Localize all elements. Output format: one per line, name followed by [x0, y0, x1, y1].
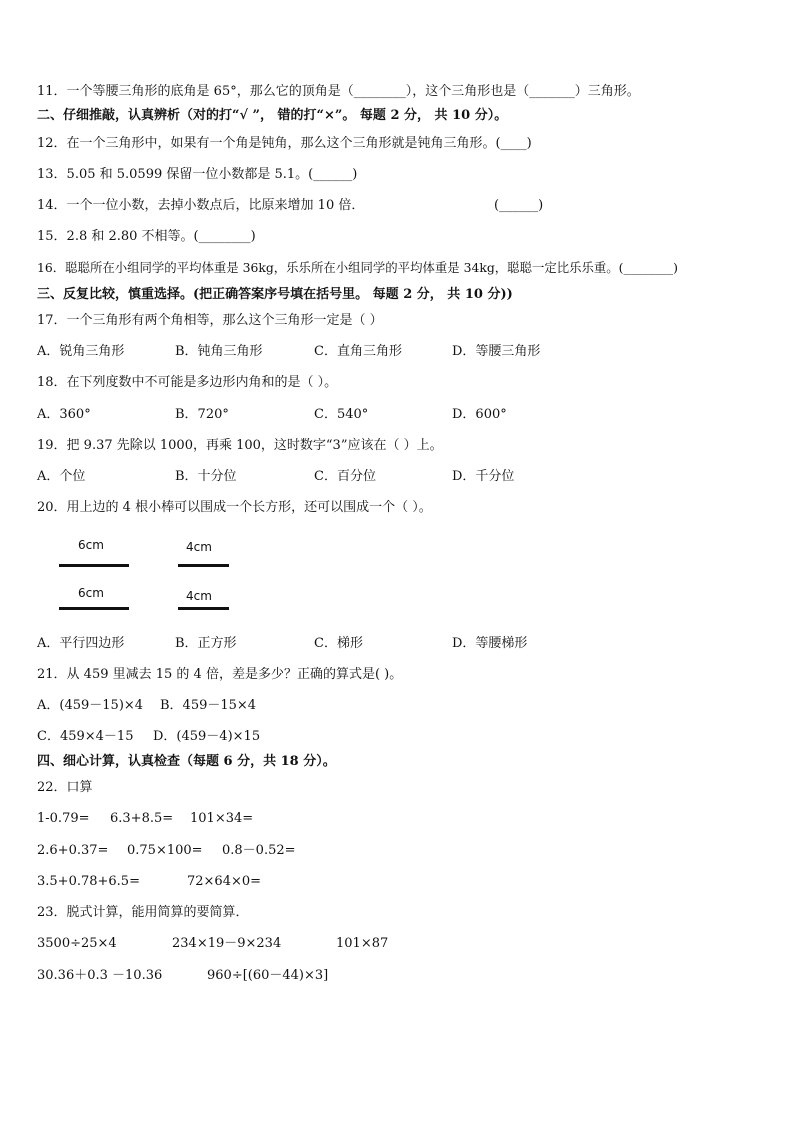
question-19: 19．把 9.37 先除以 1000，再乘 100，这时数字“3”应该在（ ）上。: [37, 438, 443, 453]
q17-option-a: A．锐角三角形: [37, 344, 125, 359]
stick-label-6cm-top: 6cm: [78, 538, 104, 552]
step-calc-1: 3500÷25×4: [37, 936, 117, 951]
stick-label-4cm-top: 4cm: [186, 540, 212, 554]
question-20: 20．用上边的 4 根小棒可以围成一个长方形，还可以围成一个（ ）。: [37, 500, 432, 515]
q18-option-c: C．540°: [314, 407, 369, 422]
question-16: 16．聪聪所在小组同学的平均体重是 36kg，乐乐所在小组同学的平均体重是 34kg，聪聪一定比乐乐重。(________): [37, 260, 678, 275]
section-2-heading: 二、仔细推敲，认真辨析（对的打“√ ”， 错的打“×”。 每题 2 分， 共 10 分）。: [37, 108, 508, 123]
question-23: 23．脱式计算，能用简算的要简算．: [37, 905, 249, 920]
question-18: 18．在下列度数中不可能是多边形内角和的是（ ）。: [37, 375, 338, 390]
stick-4cm-top: [178, 564, 229, 567]
q17-option-b: B．钝角三角形: [175, 344, 263, 359]
oral-calc-2: 6.3+8.5=: [110, 811, 174, 826]
oral-calc-8: 72×64×0=: [187, 874, 262, 889]
section-3-heading: 三、反复比较，慎重选择。(把正确答案序号填在括号里。 每题 2 分， 共 10 分)): [37, 287, 513, 302]
q20-option-d: D．等腰梯形: [452, 636, 528, 651]
stick-label-6cm-bottom: 6cm: [78, 586, 104, 600]
question-13: 13．5.05 和 5.0599 保留一位小数都是 5.1。(______): [37, 167, 358, 182]
step-calc-3: 101×87: [336, 936, 389, 951]
q21-option-c: C．459×4－15: [37, 729, 134, 744]
question-15: 15．2.8 和 2.80 不相等。(________): [37, 229, 256, 244]
question-14: 14．一个一位小数，去掉小数点后，比原来增加 10 倍．: [37, 198, 365, 213]
q19-option-d: D．千分位: [452, 469, 515, 484]
oral-calc-1: 1-0.79=: [37, 811, 90, 826]
question-22: 22．口算: [37, 780, 93, 795]
step-calc-5: 960÷[(60－44)×3]: [207, 968, 329, 983]
q21-option-d: D．(459－4)×15: [153, 729, 261, 744]
section-4-heading: 四、细心计算，认真检查（每题 6 分，共 18 分）。: [37, 754, 336, 769]
stick-6cm-bottom: [59, 607, 129, 610]
q19-option-c: C．百分位: [314, 469, 376, 484]
step-calc-2: 234×19－9×234: [172, 936, 282, 951]
q18-option-d: D．600°: [452, 407, 507, 422]
question-11: 11．一个等腰三角形的底角是 65°，那么它的顶角是（________），这个三角形也是（_______）三角形。: [37, 84, 640, 99]
question-21: 21．从 459 里减去 15 的 4 倍，差是多少？正确的算式是( )。: [37, 667, 403, 682]
oral-calc-4: 2.6+0.37=: [37, 843, 109, 858]
q20-option-c: C．梯形: [314, 636, 363, 651]
stick-label-4cm-bottom: 4cm: [186, 589, 212, 603]
q17-option-d: D．等腰三角形: [452, 344, 541, 359]
oral-calc-3: 101×34=: [190, 811, 254, 826]
q20-option-b: B．正方形: [175, 636, 237, 651]
q21-option-b: B．459－15×4: [160, 698, 257, 713]
question-12: 12．在一个三角形中，如果有一个角是钝角，那么这个三角形就是钝角三角形。(____): [37, 136, 532, 151]
sticks-figure: [0, 530, 794, 620]
oral-calc-7: 3.5+0.78+6.5=: [37, 874, 140, 889]
q18-option-a: A．360°: [37, 407, 91, 422]
q18-option-b: B．720°: [175, 407, 229, 422]
oral-calc-5: 0.75×100=: [127, 843, 203, 858]
q19-option-b: B．十分位: [175, 469, 237, 484]
question-17: 17．一个三角形有两个角相等，那么这个三角形一定是（ ）: [37, 313, 383, 328]
oral-calc-6: 0.8－0.52=: [222, 843, 296, 858]
step-calc-4: 30.36＋0.3 －10.36: [37, 968, 163, 983]
q17-option-c: C．直角三角形: [314, 344, 402, 359]
question-14-blank: (______): [494, 198, 544, 213]
q19-option-a: A．个位: [37, 469, 86, 484]
stick-4cm-bottom: [178, 607, 229, 610]
q20-option-a: A．平行四边形: [37, 636, 125, 651]
stick-6cm-top: [59, 564, 129, 567]
q21-option-a: A．(459－15)×4: [37, 698, 144, 713]
